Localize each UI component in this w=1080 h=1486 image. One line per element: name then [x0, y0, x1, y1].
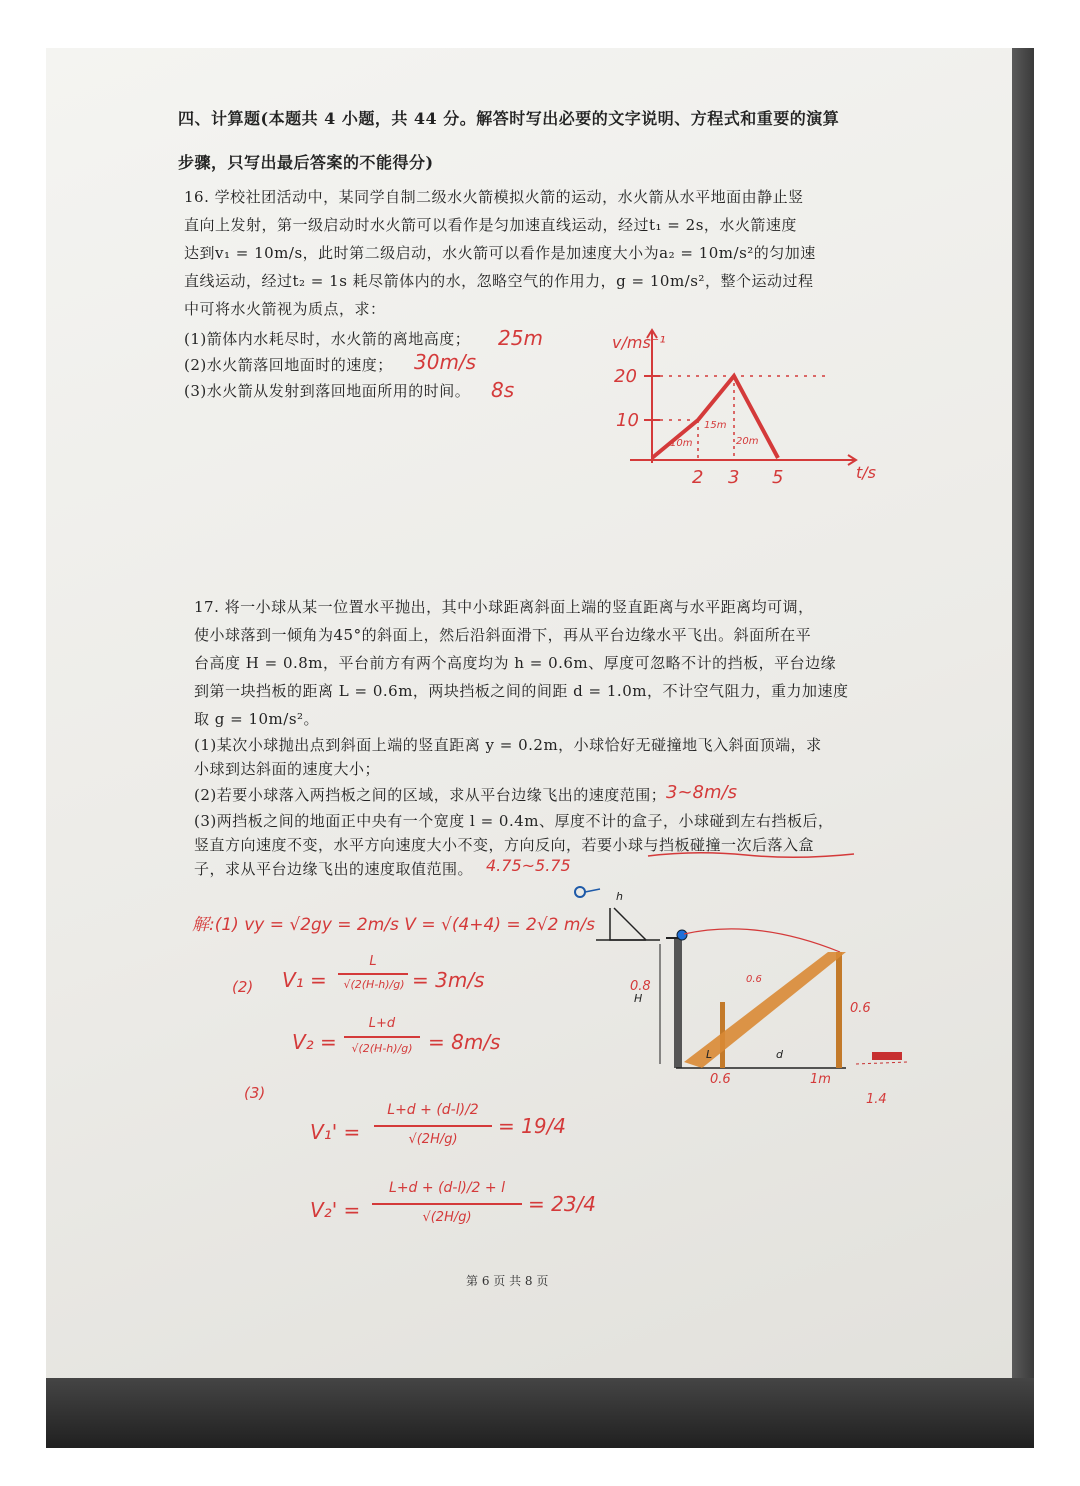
trajectory-path — [684, 929, 840, 952]
q17-sub1-cont: 小球到达斜面的速度大小； — [194, 760, 381, 778]
vt-ytick-10: 10 — [616, 410, 639, 431]
photo-edge-right — [1012, 48, 1034, 1448]
sol-v2-num: L+d — [368, 1016, 396, 1031]
q16-line: 中可将水火箭视为质点，求： — [184, 300, 386, 318]
q16-answer-1: 25m — [498, 326, 543, 350]
q17-sub1: (1)某次小球抛出点到斜面上端的竖直距离 y = 0.2m，小球恰好无碰撞地飞入斜面顶端，求 — [194, 736, 822, 754]
sol-v1p-den: √(2H/g) — [408, 1132, 458, 1147]
vt-ytick-20: 20 — [614, 366, 637, 387]
q17-diagram — [556, 878, 936, 1087]
q16-sub1: (1)箭体内水耗尽时，水火箭的离地高度； — [184, 330, 471, 348]
q17-line: 使小球落到一倾角为45°的斜面上，然后沿斜面滑下，再从平台边缘水平飞出。斜面所在平 — [194, 626, 812, 644]
q17-sub2: (2)若要小球落入两挡板之间的区域，求从平台边缘飞出的速度范围； — [194, 786, 667, 804]
note-0.6-right: 0.6 — [850, 1001, 871, 1016]
q16-answer-2: 30m/s — [414, 350, 477, 374]
note-0.6-top: 0.6 — [746, 974, 762, 985]
q16-line: 直向上发射，第一级启动时水火箭可以看作是匀加速直线运动，经过t₁ = 2s，水火箭速度 — [184, 216, 797, 234]
sol-v1-bar — [338, 973, 408, 975]
q16-sub2: (2)水火箭落回地面时的速度； — [184, 356, 393, 374]
sol-v1-result: = 3m/s — [412, 968, 485, 992]
q17-answer-2: 3~8m/s — [666, 782, 737, 803]
sol-v2p-num: L+d + (d-l)/2 + l — [389, 1180, 505, 1196]
platform-ball — [677, 930, 687, 940]
q17-sub3: (3)两挡板之间的地面正中央有一个宽度 l = 0.4m、厚度不计的盒子，小球碰到左右挡板后， — [194, 812, 834, 830]
box-marker — [872, 1052, 902, 1060]
vt-xlabel: t/s — [856, 463, 876, 482]
q16-line: 达到v₁ = 10m/s，此时第二级启动，水火箭可以看作是加速度大小为a₂ = 10m/s²的匀加速 — [184, 244, 816, 262]
section-header-line1: 四、计算题(本题共 4 小题，共 44 分。解答时写出必要的文字说明、方程式和重要的演算 — [178, 109, 840, 128]
photo-edge-bottom — [46, 1378, 1034, 1448]
vt-ylabel: v/ms⁻¹ — [612, 333, 666, 352]
vt-area-label: 10m — [670, 438, 693, 449]
vt-xtick-5: 5 — [772, 467, 784, 488]
exam-page — [46, 48, 1012, 1378]
photo-frame — [46, 48, 1034, 1448]
sol-v1p-result: = 19/4 — [498, 1114, 567, 1138]
sol-v1-num: L — [369, 954, 377, 969]
sol-part3-label: (3) — [244, 1084, 266, 1102]
sol-v1-den: √(2(H-h)/g) — [343, 978, 405, 991]
q17-line: 台高度 H = 0.8m，平台前方有两个高度均为 h = 0.6m、厚度可忽略不计的挡板，平台边缘 — [194, 654, 837, 672]
sol-v1-label: V₁ = — [282, 968, 327, 992]
label-H: H — [634, 992, 643, 1005]
sol-v1p-bar — [374, 1125, 492, 1127]
sol-v2-den: √(2(H-h)/g) — [351, 1042, 413, 1055]
q16-sub3: (3)水火箭从发射到落回地面所用的时间。 — [184, 382, 471, 400]
label-d: d — [776, 1048, 783, 1061]
q16-line: 16. 学校社团活动中，某同学自制二级水火箭模拟火箭的运动，水火箭从水平地面由静止竖 — [184, 188, 804, 206]
section-header-line2: 步骤，只写出最后答案的不能得分) — [178, 153, 434, 172]
q16-answer-3: 8s — [491, 378, 515, 402]
sol-v2-result: = 8m/s — [428, 1030, 501, 1054]
sol-part1: 解:(1) vy = √2gy = 2m/s V = √(4+4) = 2√2 m/s — [192, 915, 596, 935]
note-0.8: 0.8 — [630, 979, 651, 994]
note-1.4: 1.4 — [866, 1092, 887, 1107]
barrier-2 — [836, 952, 842, 1068]
vt-xtick-2: 2 — [692, 467, 704, 488]
platform-wall — [674, 938, 682, 1068]
q17-sub3-cont: 竖直方向速度不变，水平方向速度大小不变，方向反向，若要小球与挡板碰撞一次后落入盒 — [194, 836, 815, 854]
sol-v2-bar — [344, 1036, 420, 1038]
vt-area-label: 15m — [704, 420, 727, 431]
vt-area-label: 20m — [736, 436, 759, 447]
vt-xtick-3: 3 — [728, 467, 740, 488]
sol-v2p-result: = 23/4 — [528, 1192, 597, 1216]
page-footer: 第 6 页 共 8 页 — [466, 1274, 549, 1288]
sol-v2p-bar — [372, 1203, 522, 1205]
note-0.6-bottom: 0.6 — [710, 1072, 731, 1087]
sol-v1p-num: L+d + (d-l)/2 — [387, 1102, 479, 1118]
sol-v2p-den: √(2H/g) — [422, 1210, 472, 1225]
q17-sub3-cont: 子，求从平台边缘飞出的速度取值范围。 — [194, 860, 474, 878]
underline-mark — [646, 848, 856, 860]
sol-v1p-label: V₁' = — [310, 1120, 361, 1144]
sol-part2-label: (2) — [232, 978, 254, 996]
q17-line: 取 g = 10m/s²。 — [194, 710, 320, 728]
vt-graph — [586, 318, 896, 493]
label-L: L — [706, 1048, 713, 1061]
q16-line: 直线运动，经过t₂ = 1s 耗尽箭体内的水，忽略空气的作用力，g = 10m/s²，整个运动过程 — [184, 272, 814, 290]
q17-line: 到第一块挡板的距离 L = 0.6m，两块挡板之间的间距 d = 1.0m，不计空气阻力，重力加速度 — [194, 682, 849, 700]
ball-icon — [575, 887, 585, 897]
note-1m: 1m — [810, 1072, 831, 1087]
label-h: h — [616, 890, 623, 903]
q17-line: 17. 将一小球从某一位置水平抛出，其中小球距离斜面上端的竖直距离与水平距离均可调， — [194, 598, 814, 616]
incline-slope — [614, 908, 646, 940]
q17-answer-3: 4.75~5.75 — [486, 856, 571, 875]
sol-v2p-label: V₂' = — [310, 1198, 361, 1222]
sol-v2-label: V₂ = — [292, 1030, 337, 1054]
